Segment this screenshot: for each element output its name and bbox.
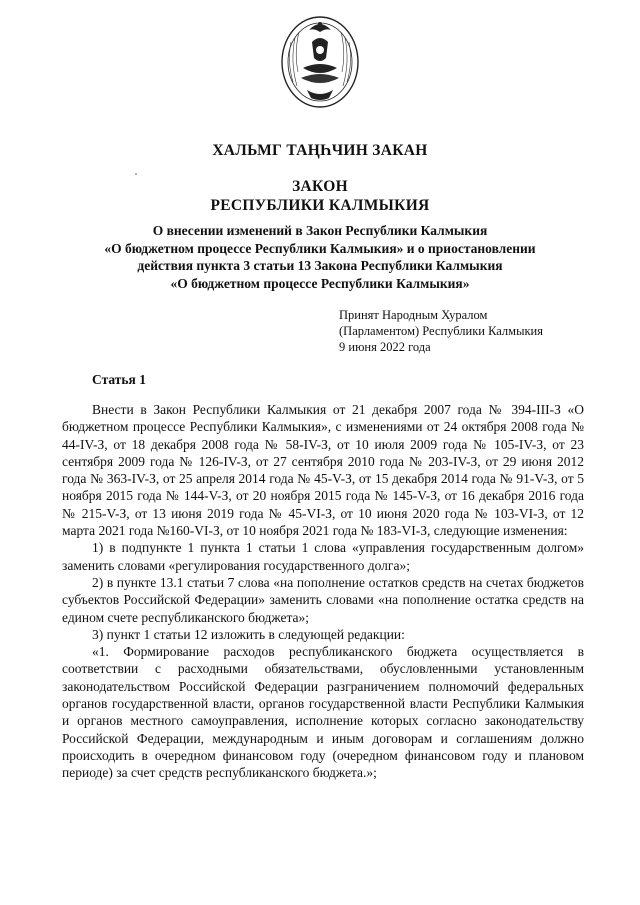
law-label: ЗАКОН	[292, 178, 348, 195]
paragraph: Внести в Закон Республики Калмыкия от 21 декабря 2007 года № 394-III-З «О бюджетном процессе Республики Калмыкия», с изменениями от 24 октября 2008 года № 44-IV-З, от 18 декабря 2008 года № 58-IV-З, от 10 июля 2009 года № 105-IV-З, от 23 сентября 2009 года № 126-IV-З, от 27 сентября 2010 года № 203-IV-З, от 29 июня 2012 года № 363-IV-З, от 25 апреля 2014 года № 45-V-З, от 15 декабря 2014 года № 91-V-З, от 5 ноября 2015 года № 144-V-З, от 20 ноября 2015 года № 145-V-З, от 16 декабря 2016 года № 215-V-З, от 13 июня 2019 года № 45-VI-З, от 10 июня 2020 года № 103-VI-З, от 12 марта 2021 года №160-VI-З, от 10 ноября 2021 года № 183-VI-З, следующие изменения:	[62, 402, 584, 539]
kalmykia-coat-of-arms-icon	[279, 12, 361, 112]
title-line: «О бюджетном процессе Республики Калмыкия» и о приостановлении	[104, 240, 536, 256]
republic-name: РЕСПУБЛИКИ КАЛМЫКИЯ	[210, 197, 430, 214]
title-line: О внесении изменений в Закон Республики Калмыкия	[152, 223, 488, 238]
title-line: «О бюджетном процессе Республики Калмыкия»	[170, 275, 470, 291]
adoption-line: Принят Народным Хуралом	[339, 308, 488, 322]
paragraph: 1) в подпункте 1 пункта 1 статьи 1 слова «управления государственным долгом» заменить словами «регулирования государственного долга»;	[62, 540, 584, 573]
paragraph: «1. Формирование расходов республиканского бюджета осуществляется в соответствии с расходными обязательствами, обусловленными установленным законодательством Российской Федерации разграничением полномочий федеральных органов государственной власти, органов государственной власти Республики Калмыкия и органов местного самоуправления, исполнение которых согласно законодательству Российской Федерации, международным и иным договорам и соглашениям должно происходить в очередном финансовом году (очередном финансовом году и плановом периоде) за счет средств республиканского бюджета.»;	[62, 644, 584, 781]
adoption-note	[339, 307, 543, 355]
paragraph: 2) в пункте 13.1 статьи 7 слова «на пополнение остатков средств на счетах бюджетов субъектов Российской Федерации» заменить словами «на пополнение остатка средств на едином счете республиканского бюджета»;	[62, 574, 584, 625]
title-line: действия пункта 3 статьи 13 Закона Республики Калмыкия	[137, 258, 503, 273]
adoption-line: (Парламентом) Республики Калмыкия	[339, 324, 543, 338]
article-heading: Статья 1	[92, 372, 146, 387]
scan-speck	[135, 173, 137, 175]
article-body	[62, 401, 584, 782]
kalmyk-title: ХАЛЬМГ ТАҢҺЧИН ЗАКАН	[212, 142, 428, 159]
adoption-date: 9 июня 2022 года	[339, 340, 431, 354]
paragraph: 3) пункт 1 статьи 12 изложить в следующей редакции:	[92, 626, 405, 642]
law-title	[60, 222, 580, 292]
